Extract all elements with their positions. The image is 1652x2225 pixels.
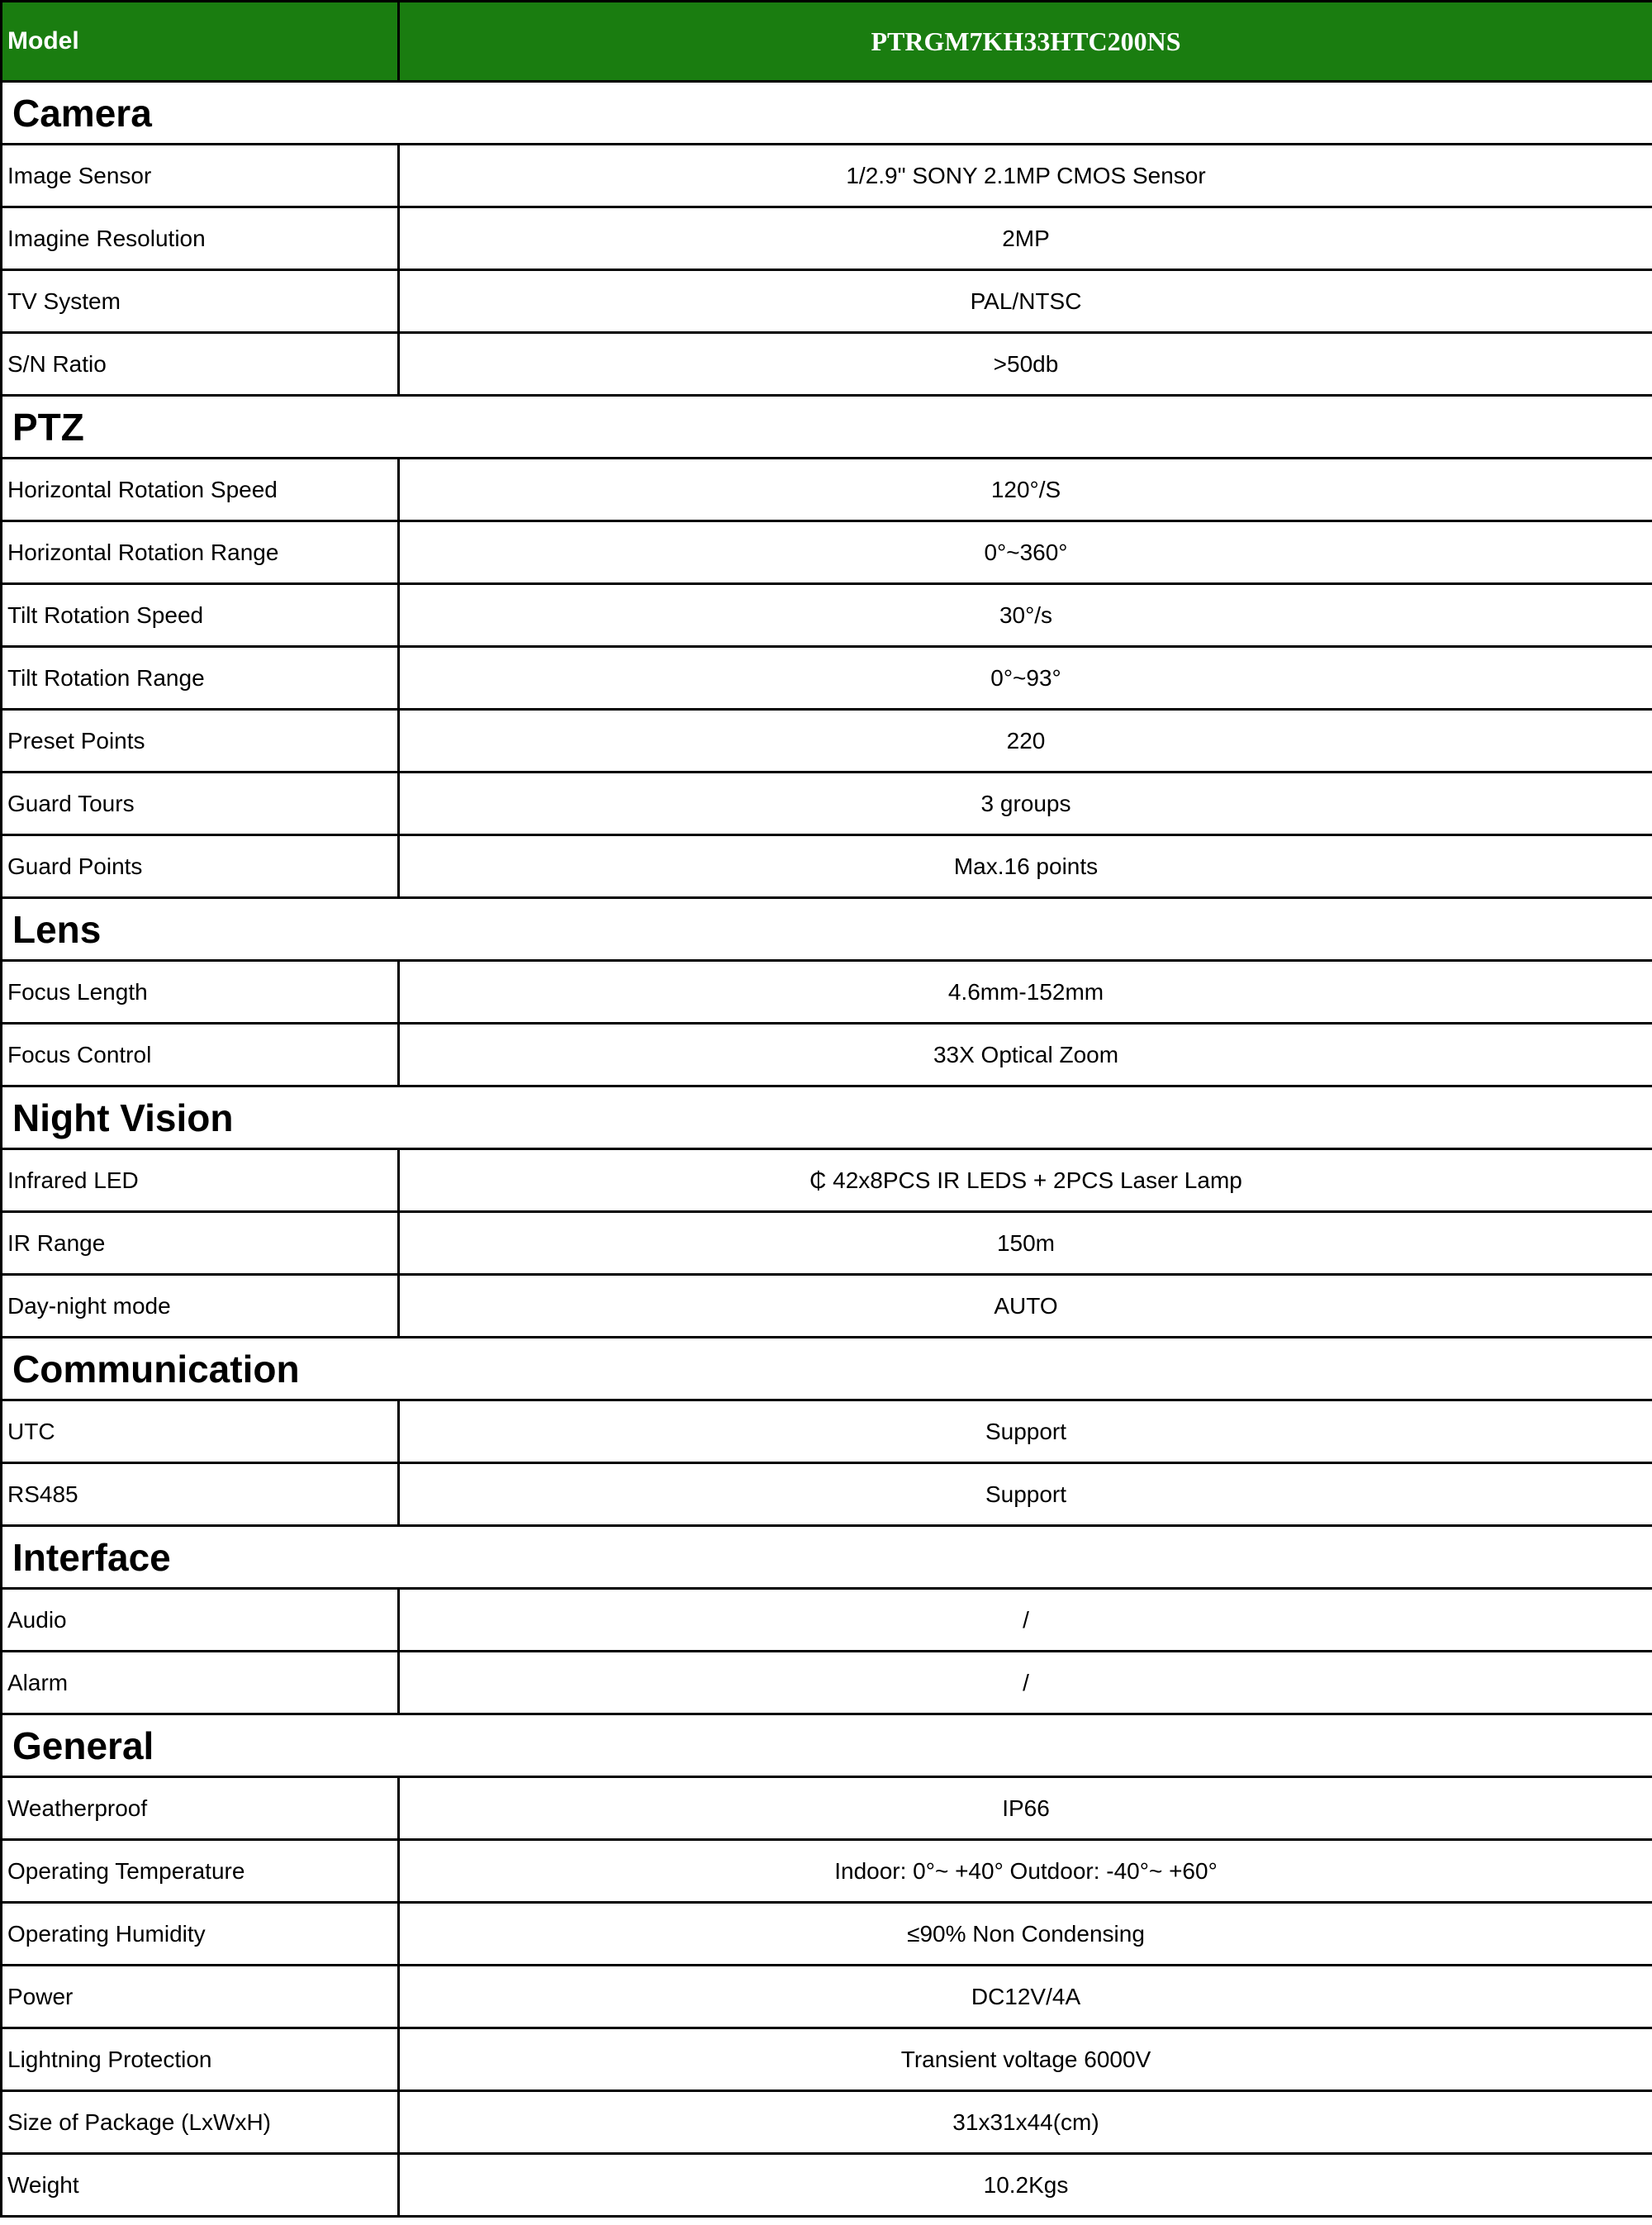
section-row-interface — [2, 1526, 1652, 1589]
model-header-row — [2, 2, 1652, 82]
spec-value: 3 groups — [399, 773, 1652, 835]
spec-row — [2, 1652, 1652, 1714]
spec-label: Weatherproof — [2, 1777, 399, 1840]
section-heading: Lens — [2, 898, 1652, 961]
spec-value: Max.16 points — [399, 835, 1652, 898]
spec-label: TV System — [2, 270, 399, 333]
section-heading: Communication — [2, 1338, 1652, 1400]
spec-label: Horizontal Rotation Range — [2, 521, 399, 584]
spec-row — [2, 1024, 1652, 1086]
spec-row — [2, 207, 1652, 270]
spec-label: Preset Points — [2, 710, 399, 773]
spec-row — [2, 1212, 1652, 1275]
spec-value: IP66 — [399, 1777, 1652, 1840]
spec-row — [2, 145, 1652, 207]
spec-label: Infrared LED — [2, 1149, 399, 1212]
spec-value: 4.6mm-152mm — [399, 961, 1652, 1024]
spec-value: / — [399, 1589, 1652, 1652]
spec-value: ≤90% Non Condensing — [399, 1903, 1652, 1966]
spec-value: >50db — [399, 333, 1652, 396]
spec-value: Support — [399, 1400, 1652, 1463]
spec-label: Focus Control — [2, 1024, 399, 1086]
section-row-ptz — [2, 396, 1652, 459]
spec-value: / — [399, 1652, 1652, 1714]
spec-value: PAL/NTSC — [399, 270, 1652, 333]
section-heading: Night Vision — [2, 1086, 1652, 1149]
spec-row — [2, 647, 1652, 710]
spec-value: DC12V/4A — [399, 1966, 1652, 2028]
section-row-communication — [2, 1338, 1652, 1400]
spec-row — [2, 1400, 1652, 1463]
spec-row — [2, 710, 1652, 773]
spec-label: Tilt Rotation Speed — [2, 584, 399, 647]
spec-row — [2, 1149, 1652, 1212]
spec-value: Indoor: 0°~ +40° Outdoor: -40°~ +60° — [399, 1840, 1652, 1903]
spec-row — [2, 2028, 1652, 2091]
spec-label: Imagine Resolution — [2, 207, 399, 270]
model-label: Model — [2, 2, 399, 82]
spec-value: 10.2Kgs — [399, 2154, 1652, 2217]
spec-row — [2, 1589, 1652, 1652]
spec-row — [2, 2091, 1652, 2154]
spec-label: Day-night mode — [2, 1275, 399, 1338]
spec-value: 0°~360° — [399, 521, 1652, 584]
spec-label: Operating Temperature — [2, 1840, 399, 1903]
section-heading: Camera — [2, 82, 1652, 145]
spec-value: 30°/s — [399, 584, 1652, 647]
spec-label: Power — [2, 1966, 399, 2028]
spec-label: Lightning Protection — [2, 2028, 399, 2091]
spec-row — [2, 521, 1652, 584]
spec-row — [2, 1966, 1652, 2028]
spec-value: 33X Optical Zoom — [399, 1024, 1652, 1086]
spec-label: IR Range — [2, 1212, 399, 1275]
spec-label: S/N Ratio — [2, 333, 399, 396]
spec-value: 2MP — [399, 207, 1652, 270]
section-heading: PTZ — [2, 396, 1652, 459]
model-value: PTRGM7KH33HTC200NS — [399, 2, 1652, 82]
spec-label: Audio — [2, 1589, 399, 1652]
spec-value: AUTO — [399, 1275, 1652, 1338]
spec-row — [2, 1903, 1652, 1966]
spec-label: Tilt Rotation Range — [2, 647, 399, 710]
spec-value: 0°~93° — [399, 647, 1652, 710]
spec-label: Guard Points — [2, 835, 399, 898]
spec-value: 120°/S — [399, 459, 1652, 521]
spec-label: UTC — [2, 1400, 399, 1463]
spec-label: Guard Tours — [2, 773, 399, 835]
spec-table-body — [2, 2, 1652, 2217]
section-heading: Interface — [2, 1526, 1652, 1589]
spec-value: ₵ 42x8PCS IR LEDS + 2PCS Laser Lamp — [399, 1149, 1652, 1212]
spec-label: Size of Package (LxWxH) — [2, 2091, 399, 2154]
section-row-general — [2, 1714, 1652, 1777]
spec-row — [2, 1463, 1652, 1526]
spec-value: 1/2.9" SONY 2.1MP CMOS Sensor — [399, 145, 1652, 207]
spec-row — [2, 333, 1652, 396]
spec-label: Weight — [2, 2154, 399, 2217]
spec-row — [2, 1275, 1652, 1338]
spec-value: 150m — [399, 1212, 1652, 1275]
spec-label: Focus Length — [2, 961, 399, 1024]
spec-row — [2, 835, 1652, 898]
spec-value: 220 — [399, 710, 1652, 773]
spec-row — [2, 773, 1652, 835]
section-row-night-vision — [2, 1086, 1652, 1149]
spec-row — [2, 1840, 1652, 1903]
spec-row — [2, 2154, 1652, 2217]
spec-label: Operating Humidity — [2, 1903, 399, 1966]
spec-row — [2, 584, 1652, 647]
spec-row — [2, 1777, 1652, 1840]
spec-label: Alarm — [2, 1652, 399, 1714]
spec-value: 31x31x44(cm) — [399, 2091, 1652, 2154]
spec-row — [2, 459, 1652, 521]
section-row-camera — [2, 82, 1652, 145]
spec-row — [2, 961, 1652, 1024]
section-row-lens — [2, 898, 1652, 961]
spec-value: Transient voltage 6000V — [399, 2028, 1652, 2091]
spec-row — [2, 270, 1652, 333]
section-heading: General — [2, 1714, 1652, 1777]
spec-value: Support — [399, 1463, 1652, 1526]
spec-label: Image Sensor — [2, 145, 399, 207]
spec-label: RS485 — [2, 1463, 399, 1526]
spec-label: Horizontal Rotation Speed — [2, 459, 399, 521]
